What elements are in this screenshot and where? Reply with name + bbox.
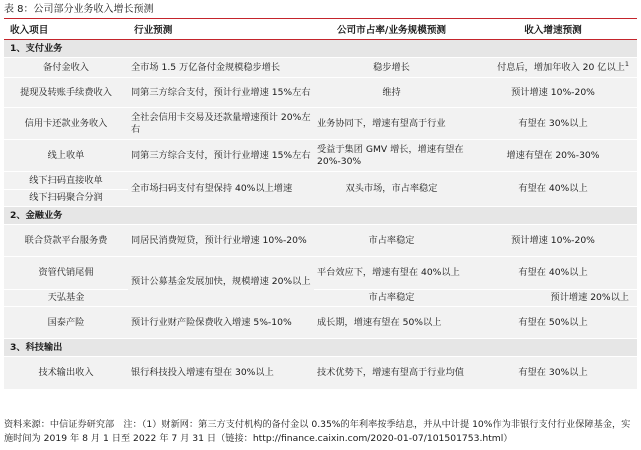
- row-industry: 同第三方综合支付，预计行业增速 15%左右: [128, 78, 314, 108]
- row-share: 维持: [314, 78, 469, 108]
- table-row: [4, 172, 637, 190]
- section-heading: 1、支付业务: [4, 40, 637, 58]
- row-industry: 银行科技投入增速有望在 30%以上: [128, 357, 314, 390]
- table-row: [4, 108, 637, 140]
- row-share: 平台效应下，增速有望在 40%以上: [314, 257, 469, 290]
- table-row: [4, 140, 637, 172]
- row-share: 成长期，增速有望在 50%以上: [314, 307, 469, 339]
- table-row: [4, 290, 637, 307]
- table-row: [4, 307, 637, 339]
- row-share: 技术优势下，增速有望高于行业均值: [314, 357, 469, 390]
- row-growth: 有望在 50%以上: [469, 307, 637, 339]
- row-item: 天弘基金: [4, 290, 128, 307]
- column-header-growth: 收入增速预测: [469, 22, 637, 40]
- table-row: [4, 357, 637, 390]
- row-share: 市占率稳定: [314, 225, 469, 257]
- row-share: 市占率稳定: [314, 290, 469, 307]
- table-header-row: [4, 22, 637, 40]
- table-title: 表 8：公司部分业务收入增长预测: [4, 2, 637, 19]
- row-growth-cell: [469, 58, 637, 78]
- row-item: 线上收单: [4, 140, 128, 172]
- row-growth: 有望在 40%以上: [469, 172, 637, 207]
- revenue-growth-table: [4, 22, 637, 390]
- row-growth: 预计增速 10%-20%: [469, 225, 637, 257]
- row-growth: 有望在 30%以上: [469, 108, 637, 140]
- column-header-share: 公司市占率/业务规模预测: [314, 22, 469, 40]
- section-row-tech: [4, 339, 637, 357]
- row-growth: 有望在 40%以上: [469, 257, 637, 290]
- row-item: 线下扫码聚合分润: [4, 190, 128, 207]
- row-growth: 有望在 30%以上: [469, 357, 637, 390]
- footnote-marker: 1: [624, 59, 629, 68]
- row-item: 备付金收入: [4, 58, 128, 78]
- row-item: 资管代销尾佣: [4, 257, 128, 290]
- column-header-industry: 行业预测: [128, 22, 314, 40]
- row-share: 受益于集团 GMV 增长，增速有望在 20%-30%: [314, 140, 469, 172]
- row-item: 信用卡还款业务收入: [4, 108, 128, 140]
- row-industry: 预计行业财产险保费收入增速 5%-10%: [128, 307, 314, 339]
- row-growth: 预计增速 10%-20%: [469, 78, 637, 108]
- row-growth: 付息后，增加年收入 20 亿以上: [497, 61, 625, 73]
- section-row-payment: [4, 40, 637, 58]
- table-row: [4, 58, 637, 78]
- row-item: 提现及转账手续费收入: [4, 78, 128, 108]
- table-row: [4, 225, 637, 257]
- row-industry: 预计公募基金发展加快，规模增速 20%以上: [128, 257, 314, 307]
- table-row: [4, 257, 637, 290]
- row-item: 技术输出收入: [4, 357, 128, 390]
- row-share: 双头市场，市占率稳定: [314, 172, 469, 207]
- source-note: 资料来源：中信证券研究部 注：（1）财新网：第三方支付机构的备付金以 0.35%的年利率按季结息，并从中计提 10%作为非银行支付行业保障基金，实施时间为 2019 年 8 月 1 日至 2022 年 7 月 31 日（链接：http://finance.caixin.com/2020-01-07/101501753.html）: [4, 419, 631, 444]
- section-row-finance: [4, 207, 637, 225]
- row-industry: 同第三方综合支付，预计行业增速 15%左右: [128, 140, 314, 172]
- row-share: 稳步增长: [314, 58, 469, 78]
- section-heading: 3、科技输出: [4, 339, 637, 357]
- row-growth: 预计增速 20%以上: [469, 290, 637, 307]
- row-growth: 增速有望在 20%-30%: [469, 140, 637, 172]
- row-industry: 全社会信用卡交易及还款量增速预计 20%左右: [128, 108, 314, 140]
- row-item: 线下扫码直接收单: [4, 172, 128, 190]
- section-heading: 2、金融业务: [4, 207, 637, 225]
- table-row: [4, 78, 637, 108]
- row-industry: 全市场 1.5 万亿备付金规模稳步增长: [128, 58, 314, 78]
- row-industry: 全市场扫码支付有望保持 40%以上增速: [128, 172, 314, 207]
- row-item: 国泰产险: [4, 307, 128, 339]
- row-item: 联合贷款平台服务费: [4, 225, 128, 257]
- row-industry: 同居民消费短贷，预计行业增速 10%-20%: [128, 225, 314, 257]
- column-header-item: 收入项目: [4, 22, 128, 40]
- row-share: 业务协同下，增速有望高于行业: [314, 108, 469, 140]
